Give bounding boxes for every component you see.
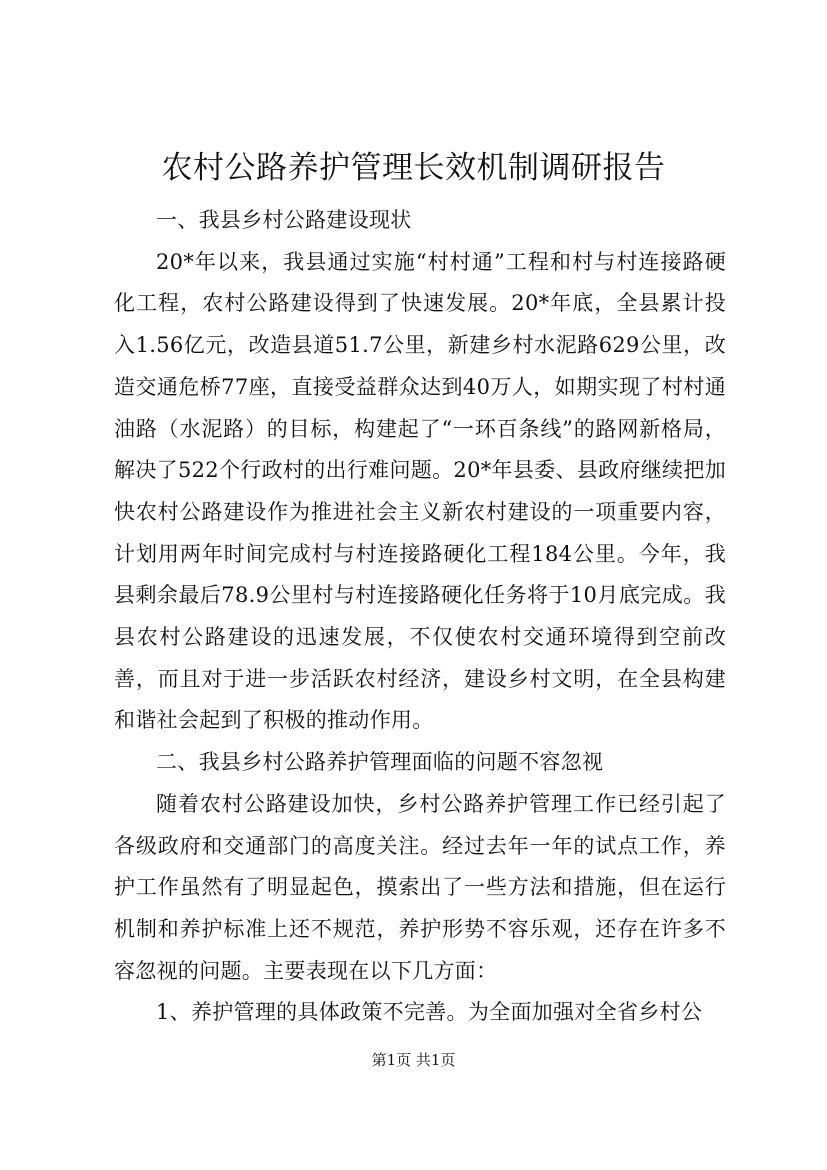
paragraph-maintenance-issues: 随着农村公路建设加快，乡村公路养护管理工作已经引起了各级政府和交通部门的高度关注。经过去年一年的试点工作，养护工作虽然有了明显起色，摸索出了一些方法和措施，但在运行机制和养护标准上还不规范，养护形势不容乐观，还存在许多不容忽视的问题。主要表现在以下几方面： — [114, 791, 726, 983]
paragraph-construction-status: 20*年以来，我县通过实施“村村通”工程和村与村连接路硬化工程，农村公路建设得到了快速发展。20*年底，全县累计投入1.56亿元，改造县道51.7公里，新建乡村水泥路629公里，改造交通危桥77座，直接受益群众达到40万人，如期实现了村村通油路（水泥路）的目标，构建起了“一环百条线”的路网新格局，解决了522个行政村的出行难问题。20*年县委、县政府继续把加快农村公路建设作为推进社会主义新农村建设的一项重要内容，计划用两年时间完成村与村连接路硬化工程184公里。今年，我县剩余最后78.9公里村与村连接路硬化任务将于10月底完成。我县农村公路建设的迅速发展，不仅使农村交通环境得到空前改善，而且对于进一步活跃农村经济，建设乡村文明，在全县构建和谐社会起到了积极的推动作用。 — [114, 249, 726, 733]
section-heading-1: 一、我县乡村公路建设现状 — [156, 208, 412, 232]
paragraph-policy-issue: 1、养护管理的具体政策不完善。为全面加强对全省乡村公 — [156, 1000, 703, 1025]
document-body — [114, 200, 726, 1034]
document-title: 农村公路养护管理长效机制调研报告 — [161, 150, 666, 186]
page-footer: 第1页 共1页 — [371, 1051, 456, 1069]
section-heading-2: 二、我县乡村公路养护管理面临的问题不容忽视 — [156, 750, 604, 775]
